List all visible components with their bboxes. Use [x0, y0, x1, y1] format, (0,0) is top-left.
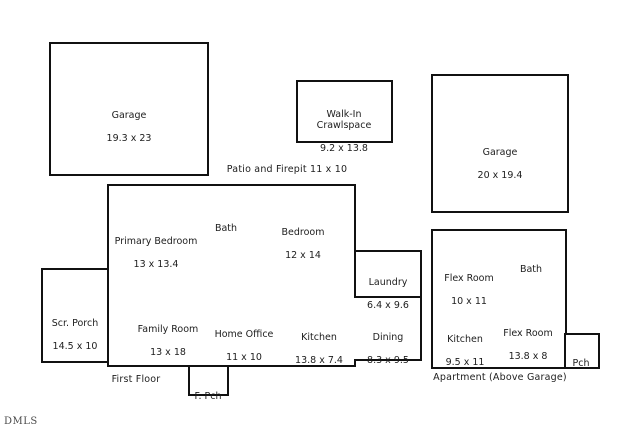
- room-name: Laundry: [368, 276, 408, 288]
- room-dims: 13 x 18: [150, 346, 186, 358]
- room-dims: 11 x 10: [226, 351, 262, 363]
- dmls-watermark: DMLS: [4, 416, 38, 427]
- room-name: Primary Bedroom: [114, 235, 198, 247]
- room-name: Pch: [572, 357, 590, 369]
- room-dims: 9.5 x 11: [445, 356, 485, 368]
- crawlspace-outline: [297, 81, 392, 142]
- room-dims: 6.4 x 9.6: [367, 299, 409, 311]
- front-porch-outline: [189, 366, 228, 395]
- screened-porch-outline: [42, 269, 108, 362]
- first-floor-outline: [108, 185, 421, 366]
- room-name: Bedroom: [281, 226, 325, 238]
- first-floor-caption: First Floor: [111, 374, 161, 385]
- room-dims: 10 x 11: [451, 295, 487, 307]
- room-dims: 12 x 14: [285, 249, 321, 261]
- room-name: Family Room: [137, 323, 199, 335]
- patio-caption: Patio and Firepit 11 x 10: [226, 164, 348, 175]
- room-name: Home Office: [214, 328, 274, 340]
- room-dims: 13.8 x 8: [508, 350, 548, 362]
- room-dims: 8.3 x 9.5: [367, 354, 409, 366]
- room-dims: 20 x 19.4: [477, 169, 523, 181]
- room-name: Flex Room: [444, 272, 494, 284]
- apartment-outline: [432, 230, 566, 368]
- room-dims: 13.8 x 7.4: [295, 354, 343, 366]
- room-name: Flex Room: [503, 327, 553, 339]
- garage-right-outline: [432, 75, 568, 212]
- room-name: Scr. Porch: [51, 317, 99, 329]
- room-name: F. Pch: [194, 390, 222, 402]
- room-name: Kitchen: [301, 331, 337, 343]
- room-dims: 19.3 x 23: [106, 132, 152, 144]
- room-name: Kitchen: [447, 333, 483, 345]
- apartment-caption: Apartment (Above Garage): [433, 372, 567, 383]
- room-dims: 13 x 13.4: [133, 258, 179, 270]
- room-name: Garage: [111, 109, 147, 121]
- room-name: Bath: [519, 263, 543, 275]
- room-dims: 9.2 x 13.8: [320, 143, 368, 154]
- garage-left-outline: [50, 43, 208, 175]
- room-dims: 14.5 x 10: [52, 340, 98, 352]
- room-name: Walk-In Crawlspace: [316, 108, 372, 131]
- apartment-porch-outline: [565, 334, 599, 368]
- room-name: Bath: [214, 222, 238, 234]
- room-name: Dining: [372, 331, 404, 343]
- room-name: Garage: [482, 146, 518, 158]
